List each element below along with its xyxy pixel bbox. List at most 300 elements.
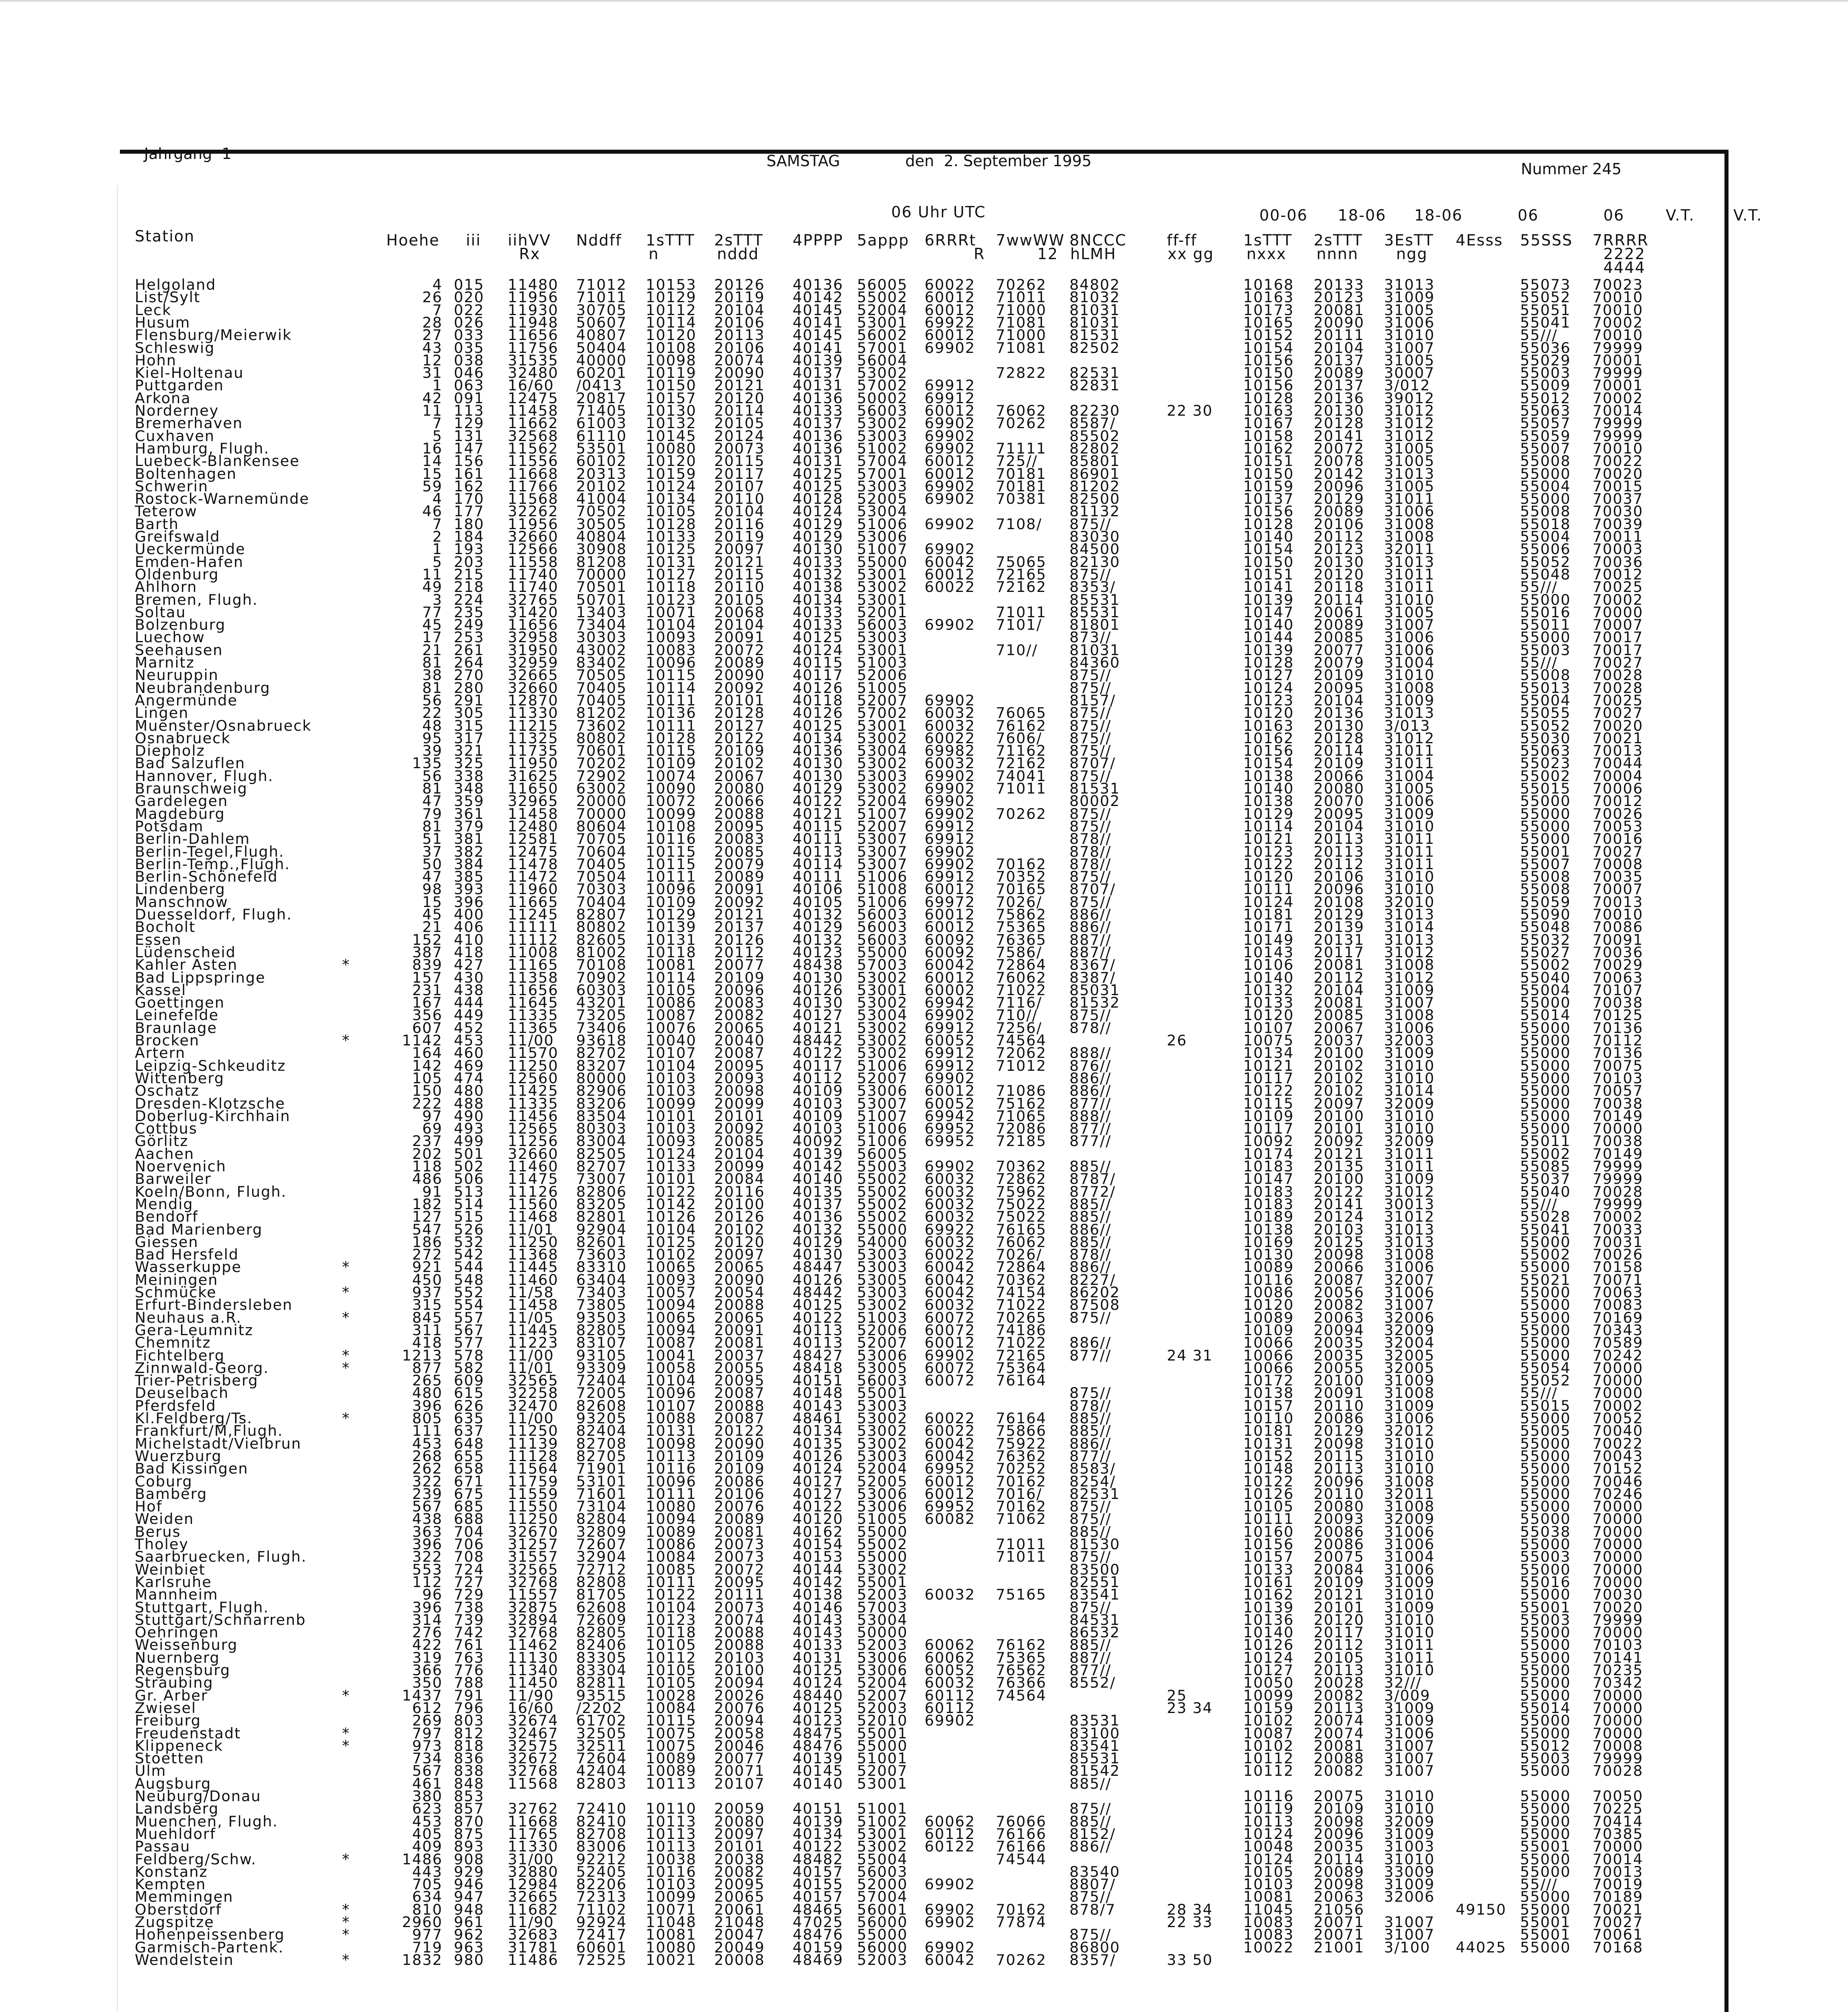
cell-sttt1: 10081 (646, 1926, 697, 1944)
cell-estt: 32009 (1384, 1812, 1435, 1830)
cell-estt: 31013 (1384, 931, 1435, 948)
cell-sttt4: 20089 (1314, 1863, 1365, 1880)
cell-appp: 57004 (857, 452, 908, 470)
cell-rrrt: 60012 (925, 452, 976, 470)
cell-appp: 56005 (857, 1145, 908, 1163)
cell-appp: 52007 (857, 1334, 908, 1352)
cell-hoehe: 150 (412, 1082, 443, 1100)
cell-iii: 317 (454, 729, 484, 747)
cell-wwww: 7256/ (996, 1019, 1042, 1037)
cell-iii: 493 (454, 1120, 484, 1138)
cell-wwww: 74154 (996, 1284, 1047, 1301)
cell-iihvv: 11223 (508, 1334, 559, 1352)
cell-sttt3: 10148 (1243, 1460, 1294, 1478)
cell-sttt4: 20081 (1314, 956, 1365, 974)
cell-station: Konstanz (135, 1863, 208, 1880)
cell-sttt3: 10048 (1243, 1838, 1294, 1855)
cell-wwww: 7026/ (996, 1246, 1042, 1264)
cell-nccc: 886// (1069, 1334, 1112, 1352)
cell-iihvv: 11564 (508, 1460, 559, 1478)
cell-hoehe: 5 (432, 553, 443, 571)
table-row (0, 364, 1848, 382)
cell-nddff: 70202 (576, 754, 627, 772)
cell-appp: 52006 (857, 666, 908, 684)
cell-appp: 53002 (857, 780, 908, 797)
cell-sttt3: 10156 (1243, 351, 1294, 369)
cell-station: Augsburg (135, 1775, 212, 1792)
cell-rrrt: 69912 (925, 377, 976, 394)
cell-rrrr: 70022 (1593, 1435, 1644, 1452)
cell-sttt4: 20066 (1314, 767, 1365, 785)
cell-rrrr: 70002 (1593, 1208, 1644, 1226)
cell-rrrr: 70071 (1593, 1271, 1644, 1288)
cell-hoehe: 237 (412, 1132, 443, 1150)
cell-sttt1: 10113 (646, 1447, 697, 1465)
cell-iii: 724 (454, 1561, 484, 1578)
cell-sss: 55052 (1520, 553, 1571, 571)
table-row (0, 578, 1848, 596)
cell-station: Weiden (135, 1510, 194, 1528)
cell-iihvv: 32258 (508, 1384, 559, 1402)
cell-sttt1: 10104 (646, 1057, 697, 1074)
col-nddff: Nddff (576, 231, 622, 249)
cell-sttt3: 10109 (1243, 1321, 1294, 1339)
cell-sttt2: 20089 (714, 654, 765, 671)
cell-sttt2: 20083 (714, 994, 765, 1012)
cell-estt: 31013 (1384, 906, 1435, 923)
cell-sss: 55/// (1520, 578, 1558, 596)
cell-hoehe: 167 (412, 994, 443, 1012)
cell-sttt2: 20081 (714, 1334, 765, 1352)
cell-nddff: 93503 (576, 1309, 627, 1326)
cell-estt: 31006 (1384, 313, 1435, 331)
cell-iii: 469 (454, 1057, 484, 1074)
cell-hoehe: 350 (412, 1674, 443, 1692)
cell-rrrr: 70385 (1593, 1825, 1644, 1843)
cell-rrrt: 60042 (925, 1435, 976, 1452)
cell-iii: 193 (454, 540, 484, 558)
cell-iii: 514 (454, 1195, 484, 1213)
cell-sttt4: 20124 (1314, 1208, 1365, 1226)
cell-iii: 393 (454, 880, 484, 898)
cell-sttt3: 10140 (1243, 1624, 1294, 1641)
cell-hoehe: 1213 (402, 1346, 443, 1364)
table-row (0, 1472, 1848, 1490)
cell-nccc: 877// (1069, 1662, 1112, 1679)
cell-sttt2: 20061 (714, 1901, 765, 1918)
cell-estt: 31009 (1384, 1825, 1435, 1843)
cell-rrrt: 69902 (925, 1158, 976, 1175)
cell-appp: 53003 (857, 767, 908, 785)
cell-rrrt: 60012 (925, 1334, 976, 1352)
cell-sss: 55021 (1520, 1271, 1571, 1288)
cell-sttt2: 20092 (714, 679, 765, 697)
cell-estt: 33009 (1384, 1863, 1435, 1880)
cell-hoehe: 2960 (402, 1913, 443, 1931)
cell-sttt3: 10139 (1243, 641, 1294, 659)
cell-nccc: 84531 (1069, 1611, 1121, 1629)
cell-sttt4: 20113 (1314, 1460, 1365, 1478)
cell-sttt1: 10104 (646, 1372, 697, 1389)
cell-nccc: 886// (1069, 1435, 1112, 1452)
cell-nccc: 8772/ (1069, 1183, 1116, 1200)
cell-nddff: 73603 (576, 1246, 627, 1264)
cell-iii: 218 (454, 578, 484, 596)
table-row (0, 1699, 1848, 1717)
table-row (0, 629, 1848, 646)
cell-sss: 55007 (1520, 855, 1571, 873)
cell-rrrr: 70036 (1593, 553, 1644, 571)
cell-nddff: 72410 (576, 1800, 627, 1818)
cell-sss: 55048 (1520, 565, 1571, 583)
cell-rrrr: 70011 (1593, 528, 1644, 545)
cell-pppp: 40133 (793, 402, 844, 419)
cell-sttt3: 10124 (1243, 1825, 1294, 1843)
cell-sttt4: 20120 (1314, 565, 1365, 583)
cell-iii: 501 (454, 1145, 484, 1163)
cell-pppp: 40134 (793, 1422, 844, 1440)
cell-estt: 31009 (1384, 1712, 1435, 1730)
cell-sss: 55000 (1520, 1447, 1571, 1465)
cell-sttt2: 20072 (714, 1561, 765, 1578)
cell-nddff: 72404 (576, 1372, 627, 1389)
cell-sss: 55008 (1520, 503, 1571, 520)
cell-pppp: 40157 (793, 1888, 844, 1906)
cell-sttt4: 20072 (1314, 439, 1365, 457)
cell-appp: 50000 (857, 1624, 908, 1641)
cell-hoehe: 81 (422, 817, 443, 835)
cell-rrrt: 60032 (925, 1170, 976, 1188)
cell-station: Passau (135, 1838, 191, 1855)
cell-rrrr: 70013 (1593, 1863, 1644, 1880)
cell-estt: 31008 (1384, 679, 1435, 697)
cell-wwww: 70262 (996, 1951, 1047, 1969)
cell-pppp: 40136 (793, 276, 844, 293)
cell-wwww: 71086 (996, 1082, 1047, 1100)
cell-station: Ueckermünde (135, 540, 246, 558)
cell-sttt4: 20109 (1314, 754, 1365, 772)
cell-sttt1: 10084 (646, 1699, 697, 1717)
cell-sttt1: 10125 (646, 540, 697, 558)
cell-hoehe: 1 (432, 540, 443, 558)
cell-nddff: 71012 (576, 276, 627, 293)
cell-pppp: 40112 (793, 1069, 844, 1087)
table-row (0, 1888, 1848, 1906)
cell-station: Oldenburg (135, 565, 219, 583)
table-row (0, 1586, 1848, 1604)
cell-rrrt: 60032 (925, 704, 976, 722)
cell-hoehe: 319 (412, 1649, 443, 1666)
cell-sss: 55004 (1520, 528, 1571, 545)
cell-iii: 761 (454, 1636, 484, 1654)
cell-nccc: 8587/ (1069, 414, 1116, 432)
cell-pppp: 40136 (793, 742, 844, 760)
table-row (0, 1737, 1848, 1754)
cell-iihvv: 16/60 (508, 1699, 554, 1717)
cell-sttt2: 20113 (714, 326, 765, 344)
cell-sttt4: 20110 (1314, 1397, 1365, 1414)
cell-sttt4: 20104 (1314, 817, 1365, 835)
cell-marker: * (342, 1926, 350, 1944)
cell-sttt3: 10089 (1243, 1309, 1294, 1326)
cell-appp: 53005 (857, 1359, 908, 1377)
cell-iihvv: 11340 (508, 1662, 559, 1679)
cell-pppp: 40141 (793, 339, 844, 357)
cell-sttt2: 20110 (714, 578, 765, 596)
cell-iihvv: 11330 (508, 1838, 559, 1855)
cell-station: Manschnow (135, 893, 229, 911)
table-row (0, 490, 1848, 508)
cell-pppp: 40130 (793, 754, 844, 772)
cell-sss: 55000 (1520, 1435, 1571, 1452)
cell-station: Muenchen, Flugh. (135, 1812, 278, 1830)
cell-pppp: 47025 (793, 1913, 844, 1931)
cell-rrrr: 70004 (1593, 767, 1644, 785)
cell-sttt1: 10120 (646, 326, 697, 344)
cell-sttt2: 20104 (714, 503, 765, 520)
table-row (0, 289, 1848, 306)
cell-wwww: 72822 (996, 364, 1047, 382)
cell-rrrr: 70000 (1593, 1712, 1644, 1730)
cell-wwww: 74544 (996, 1850, 1047, 1868)
cell-sttt2: 20099 (714, 1095, 765, 1112)
cell-rrrr: 70414 (1593, 1812, 1644, 1830)
cell-sss: 55000 (1520, 1485, 1571, 1503)
table-row (0, 782, 1848, 795)
cell-nccc: 875// (1069, 1598, 1112, 1616)
cell-estt: 31006 (1384, 1019, 1435, 1037)
cell-sttt4: 20120 (1314, 1611, 1365, 1629)
cell-rrrr: 70000 (1593, 1838, 1644, 1855)
table-row (0, 792, 1848, 810)
cell-sttt4: 20079 (1314, 654, 1365, 671)
table-row (0, 1384, 1848, 1402)
cell-sttt4: 20103 (1314, 1220, 1365, 1238)
cell-station: Hof (135, 1498, 163, 1515)
cell-iii: 253 (454, 629, 484, 646)
cell-sttt3: 10102 (1243, 1737, 1294, 1754)
cell-sss: 55000 (1520, 1812, 1571, 1830)
cell-sttt3: 10121 (1243, 1057, 1294, 1074)
cell-sttt3: 10112 (1243, 1750, 1294, 1767)
cell-rrrr: 70027 (1593, 704, 1644, 722)
cell-appp: 53004 (857, 1006, 908, 1024)
cell-hoehe: 46 (422, 503, 443, 520)
cell-rrrr: 70025 (1593, 578, 1644, 596)
cell-nccc: 875// (1069, 565, 1112, 583)
cell-station: Aachen (135, 1145, 195, 1163)
cell-wwww: 76062 (996, 1233, 1047, 1251)
cell-rrrt: 69902 (925, 1712, 976, 1730)
cell-iii: 980 (454, 1951, 484, 1969)
cell-sss: 55013 (1520, 679, 1571, 697)
cell-hoehe: 356 (412, 1006, 443, 1024)
cell-hoehe: 623 (412, 1800, 443, 1818)
cell-rrrr: 70028 (1593, 1762, 1644, 1780)
cell-iihvv: 11250 (508, 1422, 559, 1440)
cell-hoehe: 127 (412, 1208, 443, 1226)
cell-sss: 55000 (1520, 1938, 1571, 1956)
cell-appp: 52007 (857, 817, 908, 835)
cell-appp: 55001 (857, 1573, 908, 1591)
cell-iii: 557 (454, 1309, 484, 1326)
cell-sttt1: 10076 (646, 1019, 697, 1037)
cell-sttt4: 20100 (1314, 1170, 1365, 1188)
cell-nddff: 82702 (576, 1044, 627, 1062)
cell-nccc: 875// (1069, 704, 1112, 722)
cell-sttt4: 20102 (1314, 1057, 1365, 1074)
cell-wwww: 70162 (996, 1901, 1047, 1918)
cell-pppp: 40125 (793, 477, 844, 495)
cell-pppp: 40127 (793, 1006, 844, 1024)
cell-iii: 853 (454, 1787, 484, 1805)
col-1sttt: 1sTTT (646, 231, 695, 249)
cell-appp: 53006 (857, 1498, 908, 1515)
cell-nddff: 83304 (576, 1662, 627, 1679)
cell-sss: 55000 (1520, 1258, 1571, 1276)
cell-iii: 706 (454, 1536, 484, 1553)
cell-hoehe: 845 (412, 1309, 443, 1326)
cell-sss: 55/// (1520, 654, 1558, 671)
cell-iihvv: 32568 (508, 427, 559, 445)
cell-pppp: 40122 (793, 1838, 844, 1855)
cell-iihvv: 11358 (508, 969, 559, 986)
cell-sttt1: 10111 (646, 1485, 697, 1503)
cell-sss: 55000 (1520, 1472, 1571, 1490)
cell-hoehe: 222 (412, 1095, 443, 1112)
cell-hoehe: 405 (412, 1825, 443, 1843)
cell-sss: 55002 (1520, 767, 1571, 785)
cell-iii: 438 (454, 981, 484, 999)
cell-sss: 55000 (1520, 1460, 1571, 1478)
cell-rrrt: 69902 (925, 515, 976, 533)
cell-rrrr: 70149 (1593, 1145, 1644, 1163)
cell-sttt4: 20074 (1314, 1712, 1365, 1730)
cell-sttt3: 10133 (1243, 994, 1294, 1012)
cell-rrrr: 70008 (1593, 855, 1644, 873)
cell-rrrr: 70039 (1593, 515, 1644, 533)
cell-hoehe: 453 (412, 1435, 443, 1452)
cell-wwww: 74564 (996, 1686, 1047, 1704)
cell-station: Bocholt (135, 918, 196, 936)
cell-rrrt: 69912 (925, 1019, 976, 1037)
cell-iihvv: 31535 (508, 351, 559, 369)
cell-nccc: 85531 (1069, 603, 1121, 621)
cell-sttt4: 20035 (1314, 1838, 1365, 1855)
cell-sttt2: 20109 (714, 1460, 765, 1478)
cell-sttt2: 20068 (714, 603, 765, 621)
cell-rrrt: 69902 (925, 805, 976, 823)
cell-rrrt: 69922 (925, 1220, 976, 1238)
cell-pppp: 40159 (793, 1938, 844, 1956)
cell-iihvv: 32875 (508, 1598, 559, 1616)
cell-iii: 063 (454, 377, 484, 394)
cell-appp: 50002 (857, 389, 908, 407)
cell-pppp: 48482 (793, 1850, 844, 1868)
cell-pppp: 40162 (793, 1523, 844, 1540)
table-row (0, 1208, 1848, 1226)
cell-sttt2: 20046 (714, 1737, 765, 1754)
cell-marker: * (342, 1410, 350, 1427)
cell-sttt4: 20074 (1314, 1724, 1365, 1742)
cell-pppp: 40153 (793, 1548, 844, 1566)
cell-sttt4: 20121 (1314, 1145, 1365, 1163)
table-row (0, 1752, 1848, 1765)
cell-estt: 31010 (1384, 880, 1435, 898)
cell-iihvv: 32660 (508, 1145, 559, 1163)
table-row (0, 414, 1848, 432)
cell-iihvv: 11478 (508, 855, 559, 873)
cell-rrrr: 70028 (1593, 679, 1644, 697)
cell-station: Marnitz (135, 654, 195, 671)
cell-sttt2: 20089 (714, 868, 765, 886)
cell-sttt4: 20109 (1314, 1573, 1365, 1591)
cell-hoehe: 719 (412, 1938, 443, 1956)
cell-nccc: 875// (1069, 1510, 1112, 1528)
table-row (0, 1195, 1848, 1213)
cell-nddff: 30303 (576, 629, 627, 646)
cell-estt: 31007 (1384, 994, 1435, 1012)
cell-rrrt: 60022 (925, 1410, 976, 1427)
cell-station: Lüdenscheid (135, 943, 236, 961)
cell-iii: 046 (454, 364, 484, 382)
cell-sttt1: 10115 (646, 1712, 697, 1730)
cell-nddff: 82906 (576, 1082, 627, 1100)
cell-nccc: 82551 (1069, 1573, 1121, 1591)
cell-estt: 32005 (1384, 1359, 1435, 1377)
cell-iii: 291 (454, 691, 484, 709)
cell-iihvv: 11/00 (508, 1346, 554, 1364)
cell-sss: 55000 (1520, 1624, 1571, 1641)
table-row (0, 1850, 1848, 1868)
cell-hoehe: 79 (422, 805, 443, 823)
cell-iii: 321 (454, 742, 484, 760)
cell-sttt3: 10115 (1243, 1095, 1294, 1112)
cell-sttt3: 10183 (1243, 1195, 1294, 1213)
cell-iii: 129 (454, 414, 484, 432)
cell-iihvv: 11215 (508, 717, 559, 734)
cell-sttt4: 20071 (1314, 1913, 1365, 1931)
cell-station: Oberstdorf (135, 1901, 222, 1918)
cell-sss: 55000 (1520, 1649, 1571, 1666)
cell-iii: 161 (454, 465, 484, 482)
cell-nccc: 86532 (1069, 1624, 1121, 1641)
cell-nddff: 32511 (576, 1737, 627, 1754)
cell-appp: 55000 (857, 1523, 908, 1540)
cell-station: Husum (135, 313, 191, 331)
cell-sttt3: 10133 (1243, 1561, 1294, 1578)
cell-rrrt: 60032 (925, 1674, 976, 1692)
cell-rrrr: 70158 (1593, 1258, 1644, 1276)
cell-nddff: 72607 (576, 1536, 627, 1553)
cell-appp: 51005 (857, 679, 908, 697)
cell-sttt3: 10159 (1243, 1699, 1294, 1717)
cell-hoehe: 17 (422, 629, 443, 646)
cell-nddff: 82805 (576, 1624, 627, 1641)
cell-sttt1: 10113 (646, 1825, 697, 1843)
cell-sss: 55002 (1520, 956, 1571, 974)
cell-sttt1: 10074 (646, 767, 697, 785)
cell-sttt3: 10087 (1243, 1724, 1294, 1742)
cell-nccc: 878// (1069, 1246, 1112, 1264)
cell-rrrt: 69982 (925, 742, 976, 760)
cell-appp: 53003 (857, 1258, 908, 1276)
cell-nddff: 70405 (576, 679, 627, 697)
table-row (0, 1120, 1848, 1138)
cell-sttt4: 20117 (1314, 943, 1365, 961)
cell-sttt2: 20090 (714, 666, 765, 684)
cell-nccc: 81031 (1069, 641, 1121, 659)
